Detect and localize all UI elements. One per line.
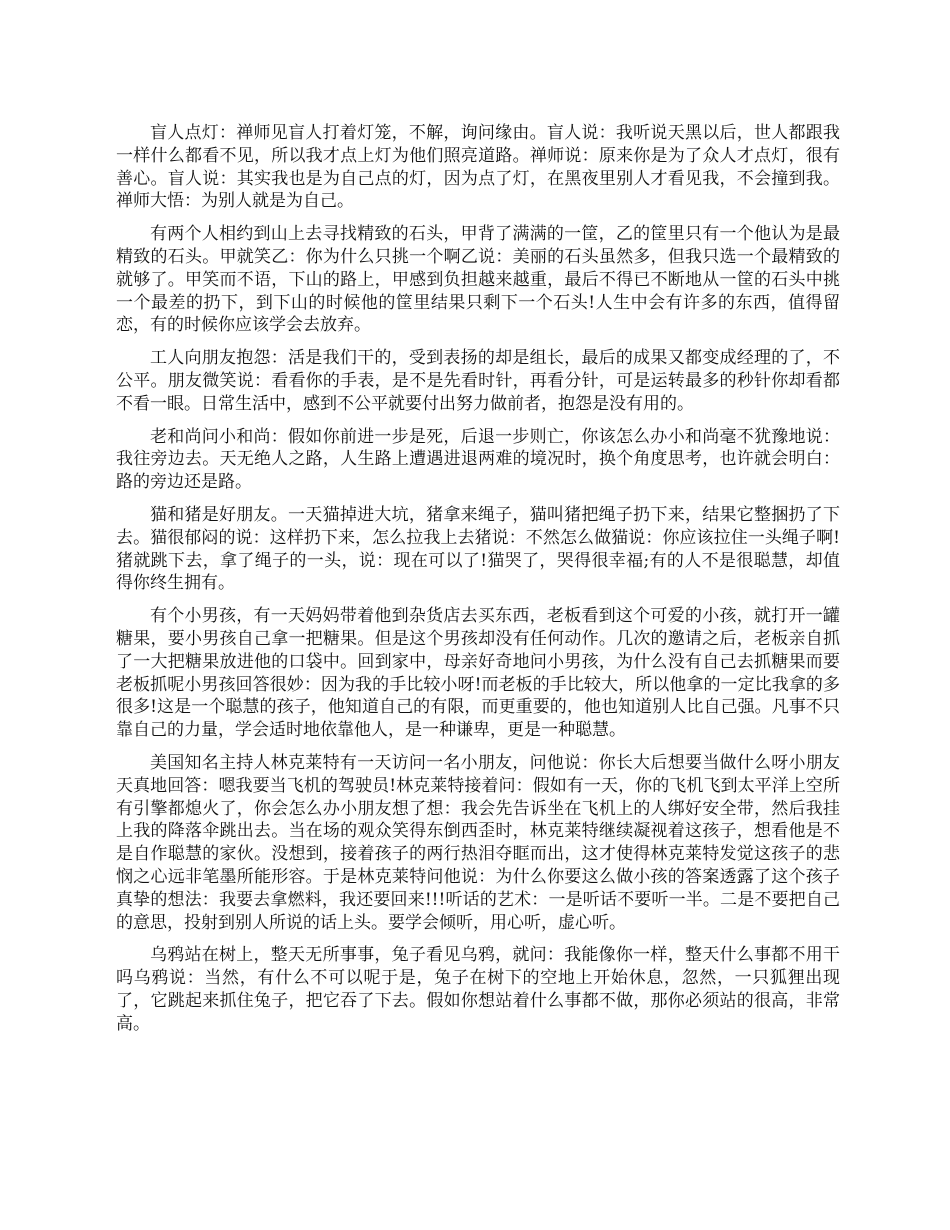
paragraph-two-stones: 有两个人相约到山上去寻找精致的石头，甲背了满满的一筐，乙的筐里只有一个他认为是最精致的石头。甲就笑乙：你为什么只挑一个啊乙说：美丽的石头虽然多，但我只选一个最精致的就够了。甲笑而不语，下山的路上，甲感到负担越来越重，最后不得已不断地从一筐的石头中挑一个最差的扔下，到下山的时候他的筐里结果只剩下一个石头!人生中会有许多的东西，值得留恋，有的时候你应该学会去放弃。 bbox=[116, 224, 840, 336]
paragraph-linkletter-interview: 美国知名主持人林克莱特有一天访问一名小朋友，问他说：你长大后想要当做什么呀小朋友天真地回答：嗯我要当飞机的驾驶员!林克莱特接着问：假如有一天，你的飞机飞到太平洋上空所有引擎都熄火了，你会怎么办小朋友想了想：我会先告诉坐在飞机上的人绑好安全带，然后我挂上我的降落伞跳出去。当在场的观众笑得东倒西歪时，林克莱特继续凝视着这孩子，想看他是不是自作聪慧的家伙。没想到，接着孩子的两行热泪夺眶而出，这才使得林克莱特发觉这孩子的悲悯之心远非笔墨所能形容。于是林克莱特问他说：为什么你要这么做小孩的答案透露了这个孩子真挚的想法：我要去拿燃料，我还要回来!!!听话的艺术：一是听话不要听一半。二是不要把自己的意思，投射到别人所说的话上头。要学会倾听，用心听，虚心听。 bbox=[116, 752, 840, 933]
paragraph-monk-question: 老和尚问小和尚：假如你前进一步是死，后退一步则亡，你该怎么办小和尚毫不犹豫地说：我往旁边去。天无绝人之路，人生路上遭遇进退两难的境况时，换个角度思考，也许就会明白：路的旁边还是路。 bbox=[116, 426, 840, 493]
paragraph-cat-and-pig: 猫和猪是好朋友。一天猫掉进大坑，猪拿来绳子，猫叫猪把绳子扔下来，结果它整捆扔了下去。猫很郁闷的说：这样扔下来，怎么拉我上去猪说：不然怎么做猫说：你应该拉住一头绳子啊!猪就跳下去，拿了绳子的一头，说：现在可以了!猫哭了，哭得很幸福;有的人不是很聪慧，却值得你终生拥有。 bbox=[116, 504, 840, 594]
paragraph-blind-man-lantern: 盲人点灯：禅师见盲人打着灯笼，不解，询问缘由。盲人说：我听说天黑以后，世人都跟我一样什么都看不见，所以我才点上灯为他们照亮道路。禅师说：原来你是为了众人才点灯，很有善心。盲人说：其实我也是为自己点的灯，因为点了灯，在黑夜里别人才看见我，不会撞到我。禅师大悟：为别人就是为自己。 bbox=[116, 123, 840, 212]
paragraph-worker-complaint: 工人向朋友抱怨：活是我们干的，受到表扬的却是组长，最后的成果又都变成经理的了，不公平。朋友微笑说：看看你的手表，是不是先看时针，再看分针，可是运转最多的秒针你却看都不看一眼。日常生活中，感到不公平就要付出努力做前者，抱怨是没有用的。 bbox=[116, 348, 840, 414]
paragraph-crow-and-rabbit: 乌鸦站在树上，整天无所事事，兔子看见乌鸦，就问：我能像你一样，整天什么事都不用干吗乌鸦说：当然，有什么不可以呢于是，兔子在树下的空地上开始休息，忽然，一只狐狸出现了，它跳起来抓住兔子，把它吞了下去。假如你想站着什么事都不做，那你必须站的很高，非常高。 bbox=[116, 945, 840, 1034]
paragraph-boy-candy: 有个小男孩，有一天妈妈带着他到杂货店去买东西，老板看到这个可爱的小孩，就打开一罐糖果，要小男孩自己拿一把糖果。但是这个男孩却没有任何动作。几次的邀请之后，老板亲自抓了一大把糖果放进他的口袋中。回到家中，母亲好奇地问小男孩，为什么没有自己去抓糖果而要老板抓呢小男孩回答很妙：因为我的手比较小呀!而老板的手比较大，所以他拿的一定比我拿的多很多!这是一个聪慧的孩子，他知道自己的有限，而更重要的，他也知道别人比自己强。凡事不只靠自己的力量，学会适时地依靠他人，是一种谦卑，更是一种聪慧。 bbox=[116, 606, 840, 741]
document-body bbox=[116, 122, 840, 1045]
